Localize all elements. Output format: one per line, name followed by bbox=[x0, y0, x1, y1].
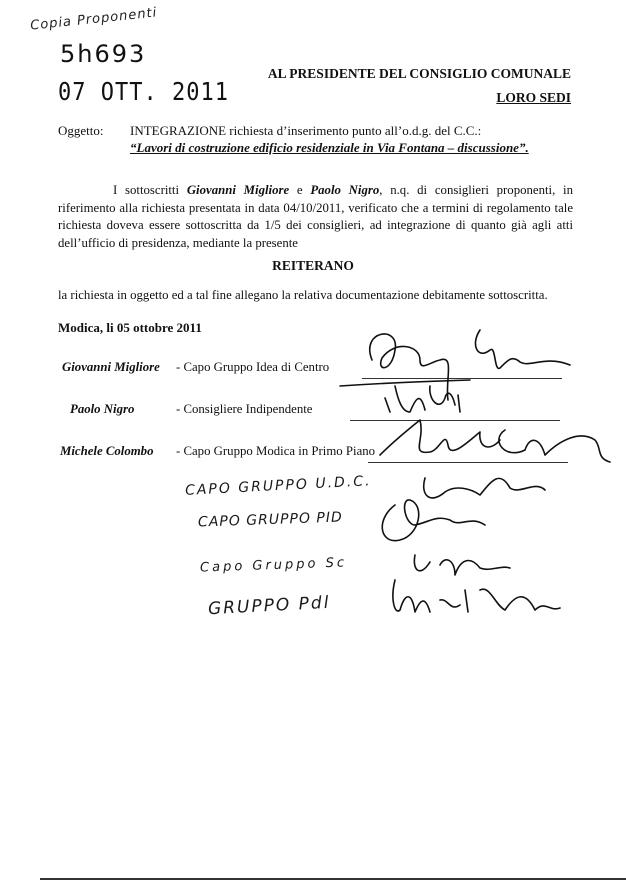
handwritten-role-sc: Capo Gruppo Sc bbox=[199, 555, 348, 576]
signatory-role-1: - Capo Gruppo Idea di Centro bbox=[176, 360, 330, 374]
subject-label: Oggetto: bbox=[58, 123, 104, 138]
handwritten-role-pid: CAPO GRUPPO PID bbox=[197, 509, 344, 531]
signatory-name-3: Michele Colombo bbox=[60, 444, 154, 458]
handwritten-copy-note: Copia Proponenti bbox=[29, 5, 158, 34]
signature-1 bbox=[370, 330, 570, 400]
body-rest: , n.q. di consiglieri proponenti, in riferimento alla richiesta presentata in data 04/10/2011, verificato che a termini di regolamento tale richiesta doveva essere sottoscritta da 1/5 dei consiglieri, ad integrazione di quanto già agli atti dell’ufficio di presidenza, mediante la presente bbox=[58, 183, 573, 250]
signature-3 bbox=[380, 420, 610, 462]
signatory-role-2: - Consigliere Indipendente bbox=[176, 402, 313, 416]
addressee-line-2: LORO SEDI bbox=[496, 90, 571, 105]
body-name-2: Paolo Nigro bbox=[310, 183, 380, 197]
request-line: la richiesta in oggetto ed a tal fine allegano la relativa documentazione debitamente sottoscritta. bbox=[58, 288, 548, 302]
subject-line-1: INTEGRAZIONE richiesta d’inserimento punto all’o.d.g. del C.C.: bbox=[130, 123, 482, 138]
signatory-name-1: Giovanni Migliore bbox=[62, 360, 160, 374]
signatory-name-2: Paolo Nigro bbox=[70, 402, 135, 416]
signature-7 bbox=[393, 580, 560, 612]
bottom-border bbox=[40, 878, 626, 880]
signature-4 bbox=[424, 478, 545, 498]
handwritten-role-pdl: GRUPPO Pdl bbox=[207, 592, 331, 620]
protocol-number: 5h693 bbox=[60, 40, 147, 68]
body-intro: I sottoscritti bbox=[113, 183, 187, 197]
signatory-role-3: - Capo Gruppo Modica in Primo Piano bbox=[176, 444, 376, 458]
verb-heading: REITERANO bbox=[272, 258, 354, 273]
body-conj: e bbox=[289, 183, 311, 197]
handwritten-role-udc: CAPO GRUPPO U.D.C. bbox=[184, 473, 372, 499]
signature-2 bbox=[340, 380, 470, 412]
signature-5 bbox=[382, 500, 485, 541]
place-date: Modica, li 05 ottobre 2011 bbox=[58, 320, 202, 335]
body-name-1: Giovanni Migliore bbox=[186, 183, 290, 197]
addressee-line-1: AL PRESIDENTE DEL CONSIGLIO COMUNALE bbox=[267, 66, 571, 81]
received-date-stamp: 07 OTT. 2011 bbox=[58, 78, 229, 107]
signature-6 bbox=[414, 555, 510, 575]
subject-line-2: “Lavori di costruzione edificio residenziale in Via Fontana – discussione”. bbox=[130, 140, 529, 155]
